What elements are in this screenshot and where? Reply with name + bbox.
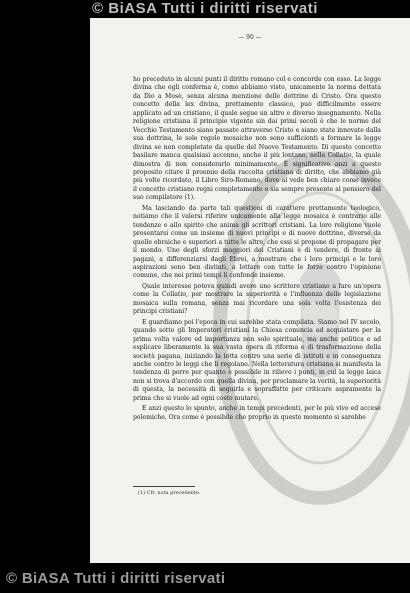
- footnote-rule: [133, 486, 195, 487]
- paragraph: ho preceduto in alcuni punti il diritto romano col e concorde con esso. La legge divina che egli conferma è, come abbiamo visto, unicamente la norma dettata da Dio a Mosè, senza alcuna menzione delle dottrine di Cristo. Ora questo concetto della lex divina, prettamente classico, può difficilmente essere applicato ad un cristiano, il quale segue un altro e diverso insegnamento. Nella religione cristiana il principio vigente sin dai primi secoli è che le norme del Vecchio Testamento siano passate attraverso Cristo e siano state innovate dalla sua dottrina, le sole regole mosaiche non sono sufficienti a formare la legge divina se non completate da quelle del Nuovo Testamento. Di questo concetto basilare manca qualsiasi accenno, anche il più lontano, nella Collatio, la quale dimostra di non considerarlo minimamente. È significativo anzi a questo proposito citare il proemio della raccolta cristiana di diritto, che abbiamo già più volte ricordato, il Libro Siro-Romano, dove al vede ben chiaro come invece il concetto cristiano regni completamente e sia sempre presente al pensiero del suo compilatore (1).: [133, 76, 381, 202]
- scanned-page: [90, 18, 410, 563]
- paragraph: Ma lasciando da parte tali questioni di carattere prettamente teologico, notiamo che il valersi riferire unicamente alla legge mosaica è contrario alle tendenze e allo spirito che anima gli scrittori cristiani. La loro religione vuole presentarsi come un insieme di nuovi principi e di nuove dottrine, diverse da quelle ebraiche e superiori a tutte le altre, che essi si propone di propagare per il mondo. Uno degli sforzi maggiori dei Cristiani è di tendere, di fronte ai pagani, a differenziarsi dagli Ebrei, a mostrare che i loro principi e le loro aspirazioni sono ben distinti, a lottare con tutte le forze contro l'opinione comune, che nei primi tempi li confonde insieme.: [133, 204, 381, 280]
- body-text: [133, 76, 381, 424]
- watermark-bottom: © BiASA Tutti i diritti riservati: [6, 570, 226, 587]
- footnote: (1) Cfr. nota precedente.: [138, 490, 201, 496]
- paragraph: E guardiamo poi l'epoca in cui sarebbe stata compilata. Siamo nel IV secolo, quando sotto gli Imperatori cristiani la Chiesa comincia ad acquistare per la prima volta valore ed importanza non solo spirituale, ma anche politica e ad esplicare liberamente la sua vasta opera di riforma e di trasformazione della società pagana, iniziando la lotta contro una serie di istituti e in conseguenza anche contro le leggi che li regolano. Nella letteratura cristiana si manifesta la tendenza di porre per quanto è possibile in rilievo i punti, in cui la legge laica non si trova d'accordo con quella divina, per proclamare la verità, la superiorità di questa, la necessità di seguirla e sopraffatte per criticare aspramente la prima che si vuole ad ogni costo mutare.: [133, 318, 381, 402]
- watermark-top: © BiASA Tutti i diritti riservati: [92, 0, 318, 17]
- page-number: — 90 —: [238, 34, 262, 41]
- paragraph: E anzi questo lo spunto, anche in tempi precedenti, per le più vive ed accese polemiche. Ora come è possibile che proprio in questo momento si sarebbe: [133, 405, 381, 421]
- paragraph: Quale interesse poteva quindi avere uno scrittore cristiano a fare un'opera come la Collatio, per mostrare la superiorità e l'influenza delle legislazione mosaica sulla romana, senza mai ricordare una sola volta l'esistenza dei principi cristiani?: [133, 282, 381, 316]
